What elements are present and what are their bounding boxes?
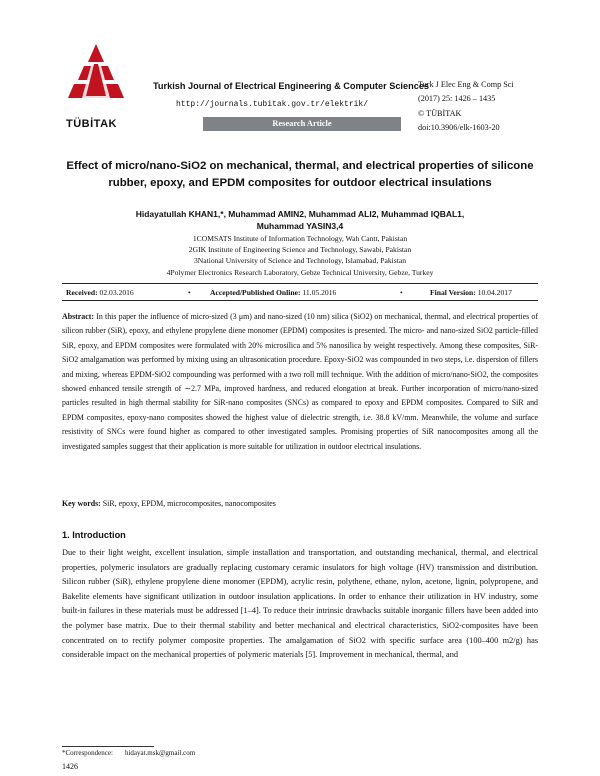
journal-title: Turkish Journal of Electrical Engineering & Computer Sciences xyxy=(153,81,430,91)
section-heading: 1. Introduction xyxy=(62,530,126,540)
affiliation-3: 3National University of Science and Technology, Islamabad, Pakistan xyxy=(193,256,407,266)
tubitak-logo-icon xyxy=(64,40,128,130)
abstract-label: Abstract: xyxy=(62,312,94,321)
logo-text: TÜBİTAK xyxy=(66,118,117,130)
footnote-divider xyxy=(62,746,154,747)
citation-journal: Turk J Elec Eng & Comp Sci xyxy=(418,80,514,89)
keywords xyxy=(62,497,538,511)
journal-url[interactable]: http://journals.tubitak.gov.tr/elektrik/ xyxy=(176,100,369,109)
footnote xyxy=(62,749,207,757)
paper-title xyxy=(62,158,538,192)
citation-block xyxy=(418,78,514,135)
page-number: 1426 xyxy=(62,762,78,771)
citation-volume: (2017) 25: 1426 – 1435 xyxy=(418,94,496,104)
footnote-label: *Correspondence: xyxy=(62,749,113,757)
introduction-text: Due to their light weight, excellent insulation, simple installation and transportation, and outstanding mechanical, thermal, and electrical properties, polymeric insulators are gradually replacing customary ceramic insulators for high voltage (HV) transmission and distribution. Silicon rubber (SiR), ethylene propylene diene monomer (EPDM), acrylic resin, polythene, ethane, nylon, acetone, lignin, polypropene, and Bakelite elements have significant utilization in outdoor insulation applications. In order to enhance their utilization in HV industry, some built-in failures in these materials must be addressed [1–4]. To reduce their intrinsic drawbacks suitable inorganic fillers have been added into the polymer base matrix. Due to their thermal stability and better mechanical and electrical characteristics, SiO2-composites have been concentrated on to rectify polymer composite properties. The amalgamation of SiO2 with specific surface area (100–400 m2/g) has considerable impact on the mechanical properties of polymeric materials [5]. Improvement in mechanical, thermal, and xyxy=(62,548,538,660)
abstract-text: In this paper the influence of micro-sized (3 μm) and nano-sized (10 nm) silica (SiO2) on mechanical, thermal, and electrical properties of silicon rubber (SiR), epoxy, and ethylene propylene diene monomer (EPDM) composites is presented. The micro- and nano-sized SiO2 particle-filled SiR, epoxy, and EPDM composites were formulated with 20% microsilica and 5% nanosilica by weight respectively. Among these composites, SiR-SiO2 amalgamation was performed by mixing using an ultrasonication procedure. Epoxy-SiO2 was compounded in two steps, i.e. dispersion of fillers and mixing, whereas EPDM-SiO2 compounding was performed with a two roll mill technique. With the addition of micro/nano-SiO2, the composites showed enhanced tensile strength of ∼2.7 MPa, improved hardness, and reduced elongation at break. Further incorporation of micro/nano-sized particles resulted in high thermal stability for SiR-nano composites (SNCs) as compared to epoxy and EPDM composites. Compared to SiR and EPDM composites, epoxy-nano composites showed the highest value of dielectric strength, i.e. 38.8 kV/mm. Meanwhile, the volume and surface resistivity of SNCs were found higher as compared to other investigated samples. Promising properties of SiR nanocomposites among all the investigated samples suggest that their application is more suitable for utilization in outdoor electrical insulations. xyxy=(62,312,538,451)
received-label: Received: xyxy=(66,288,98,297)
doi[interactable]: doi:10.3906/elk-1603-20 xyxy=(418,122,500,132)
affiliation-2: 2GIK Institute of Engineering Science and Technology, Sawabi, Pakistan xyxy=(188,245,412,255)
affiliation-1: 1COMSATS Institute of Information Technology, Wah Cantt, Pakistan xyxy=(192,234,408,243)
bullet-2: • xyxy=(400,288,403,297)
accepted-label: Accepted/Published Online: xyxy=(210,288,301,297)
paper-title-text: Effect of micro/nano-SiO2 on mechanical, thermal, and electrical properties of silicone rubber, epoxy, and EPDM composites for outdoor electrical insulations xyxy=(66,160,534,189)
keywords-label: Key words: xyxy=(62,499,101,508)
divider-top xyxy=(62,283,538,284)
final-label: Final Version: xyxy=(430,288,476,297)
authors-line-2: Muhammad YASIN3,4 xyxy=(256,221,344,231)
affiliation-4: 4Polymer Electronics Research Laboratory, Gebze Technical University, Gebze, Turkey xyxy=(166,267,434,277)
authors-line-1: Hidayatullah KHAN1,*, Muhammad AMIN2, Muhammad ALI2, Muhammad IQBAL1, xyxy=(135,209,465,219)
tubitak-logo xyxy=(64,40,128,130)
received-date: 02.03.2016 xyxy=(99,288,134,297)
final-date: 10.04.2017 xyxy=(477,288,512,297)
keywords-text: SiR, epoxy, EPDM, microcomposites, nanocomposites xyxy=(102,499,276,508)
copyright: © TÜBİTAK xyxy=(418,108,462,118)
footnote-email[interactable]: hidayat.msk@gmail.com xyxy=(124,749,196,757)
accepted-date: 11.05.2016 xyxy=(302,288,337,297)
article-type-badge: Research Article xyxy=(203,117,401,131)
dates-row xyxy=(62,286,538,300)
author-list xyxy=(62,208,538,232)
affiliations xyxy=(62,233,538,278)
abstract xyxy=(62,310,538,454)
bullet-1: • xyxy=(188,288,191,297)
divider-bottom xyxy=(62,300,538,301)
